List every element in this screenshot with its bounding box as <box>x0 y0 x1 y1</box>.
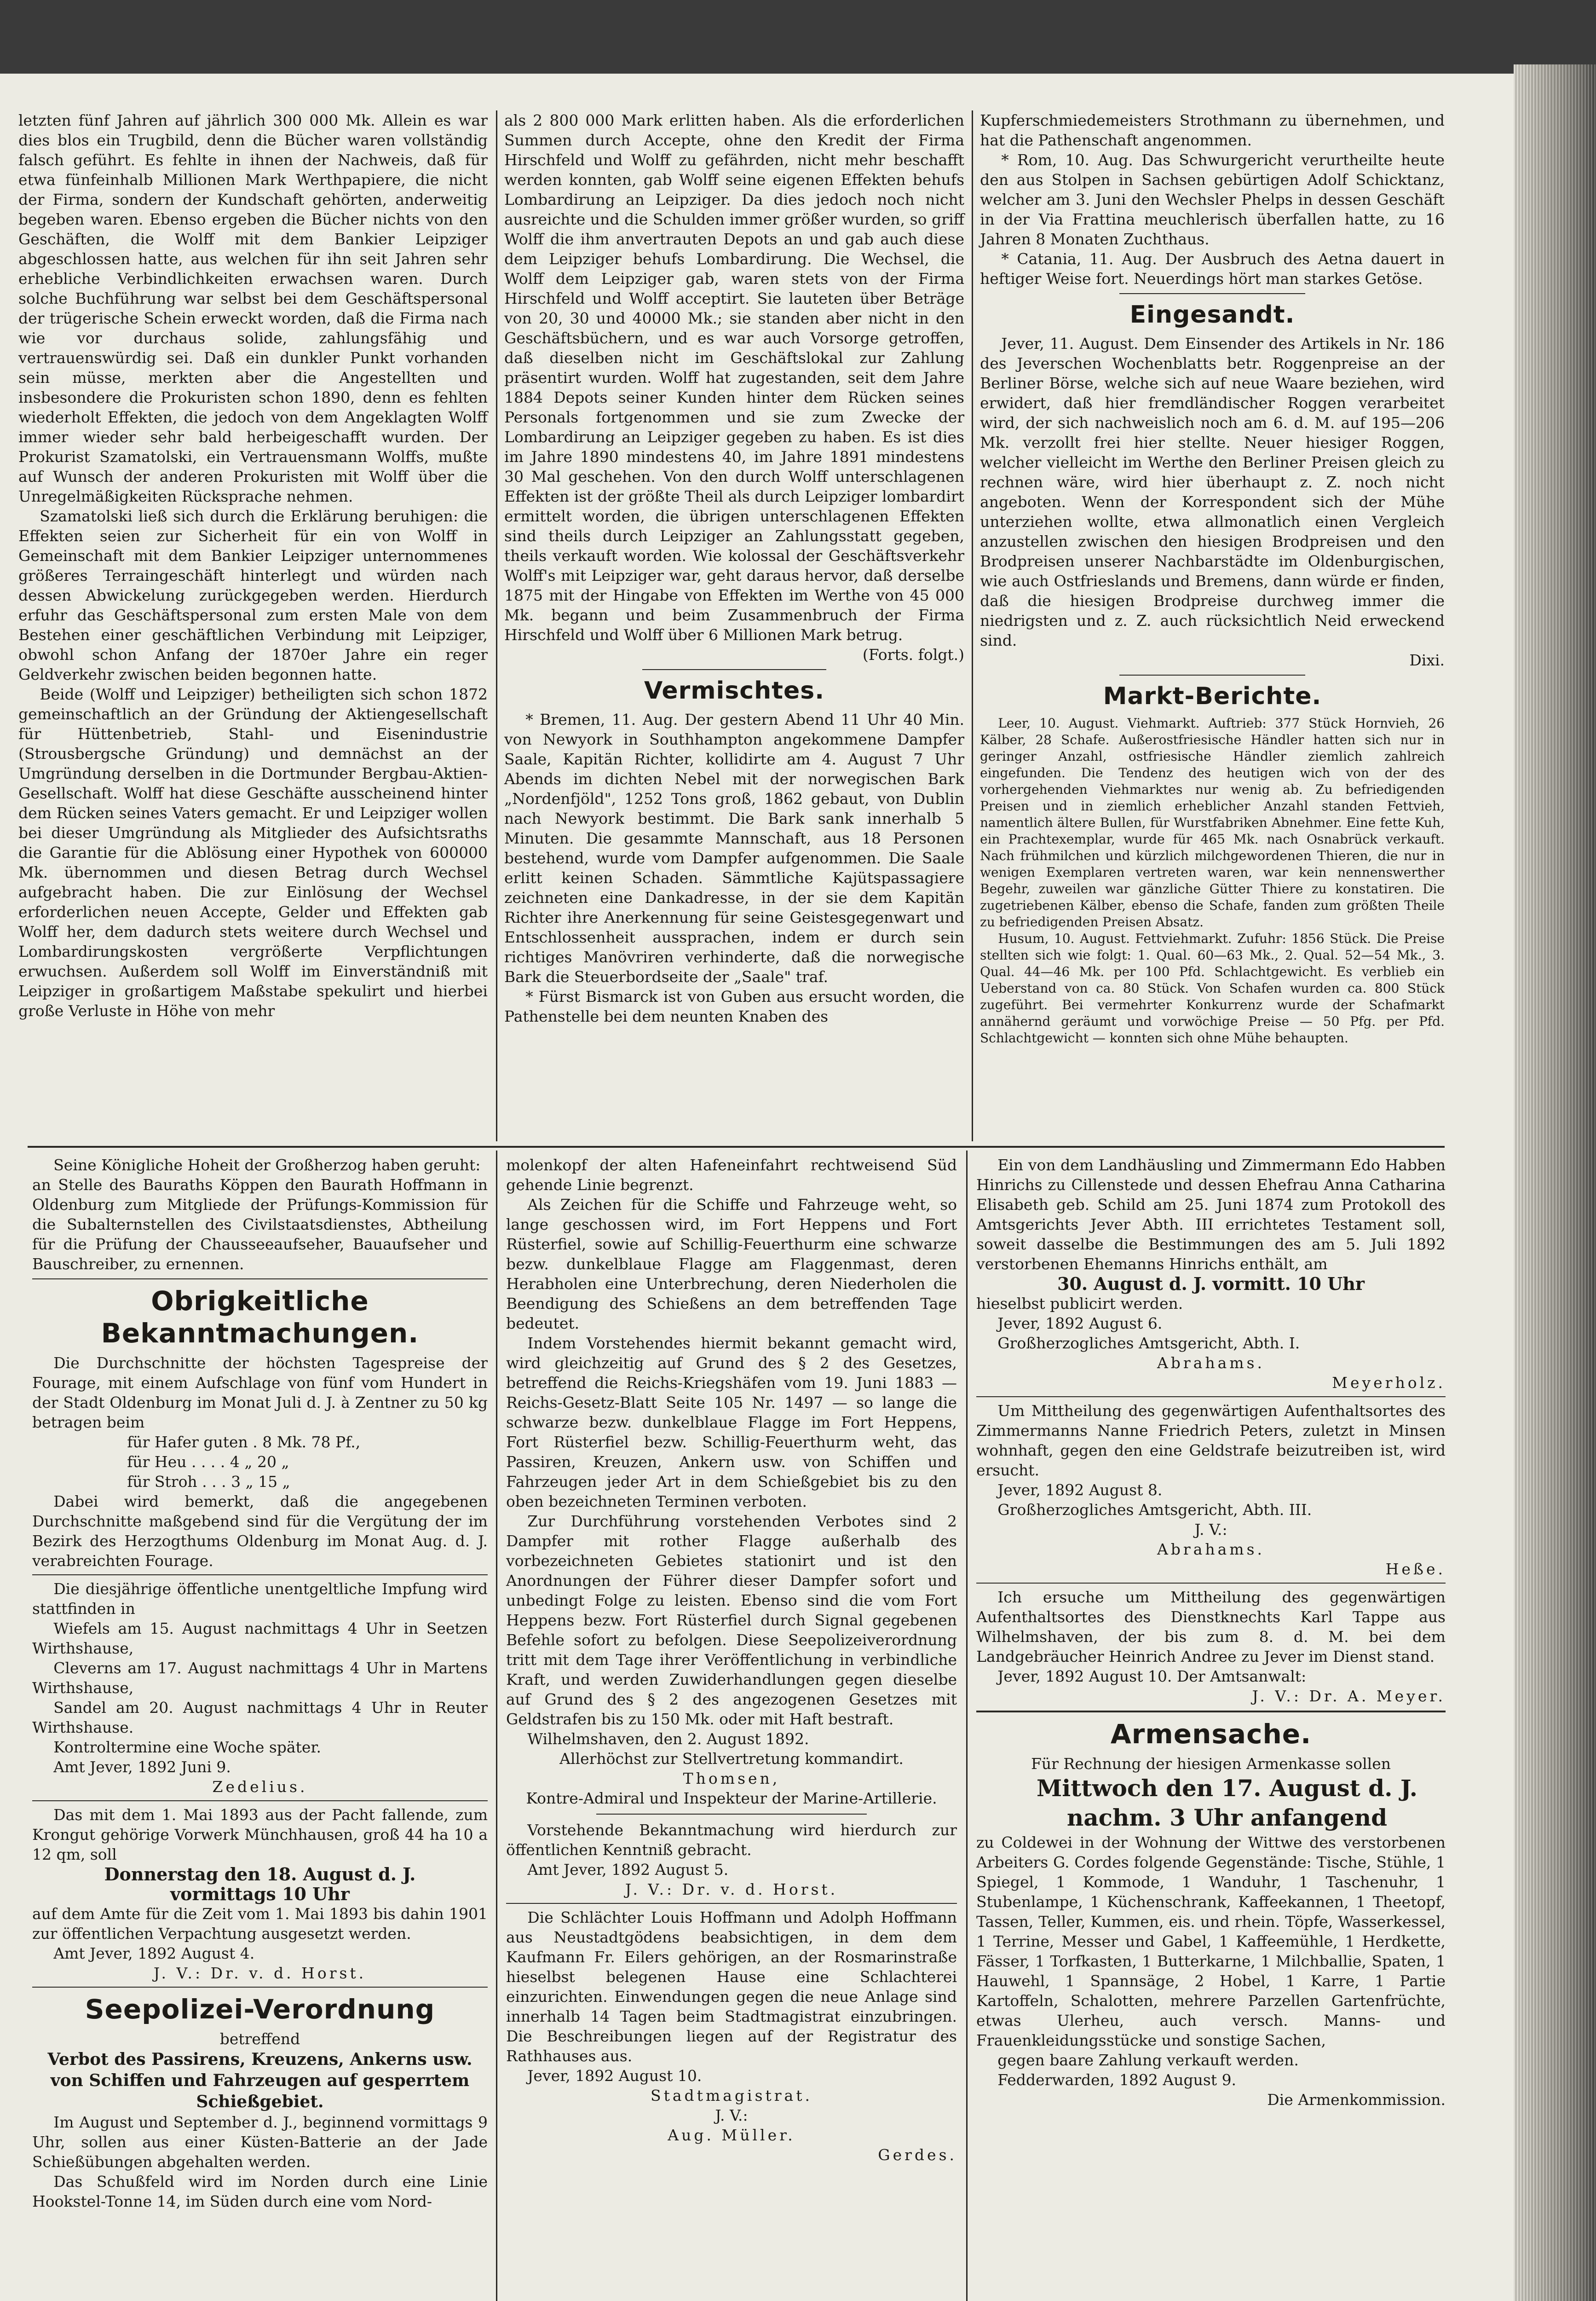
letter-text: Jever, 11. August. Dem Einsender des Artikels in Nr. 186 des Jeverschen Wochenblatts betr. Roggenpreise an der Berliner Börse, welche sich auf neue Waare beziehen, wird erwidert, daß hier fremdländischer Roggen verarbeitet wird, der sich nachweislich noch am 6. d. M. auf 195—206 Mk. verzollt frei hier stellte. Neuer hiesiger Roggen, welcher vielleicht im Werthe den Berliner Preisen gleich zu rechnen wäre, wird hier überhaupt z. Z. noch nicht angeboten. Wenn der Korrespondent sich der Mühe unterziehen wollte, etwa allmonatlich einen Vergleich anzustellen zwischen den hiesigen Brodpreisen und den Brodpreisen unserer Nachbarstädte im Oldenburgischen, wie auch Ostfrieslands und Bremens, dann würde er finden, daß die hiesigen Brodpreise durchweg immer die niedrigsten und z. Z. auch rücksichtlich Neid erweckend sind. <box>980 335 1445 649</box>
notice-text: Um Mittheilung des gegenwärtigen Aufenthaltsortes des Zimmermanns Nanne Friedrich Peters, zuletzt in Minsen wohnhaft, gegen den eine Geldstrafe beizutreiben ist, wird ersucht. <box>976 1402 1446 1479</box>
letter-signature: Dixi. <box>1409 651 1445 669</box>
notice-text: hieselbst publicirt werden. <box>976 1295 1183 1312</box>
signature: Abrahams. <box>1157 1354 1265 1372</box>
notice-text: molenkopf der alten Hafeneinfahrt rechtweisend Süd gehende Linie begrenzt. <box>506 1156 957 1194</box>
announcement-grossherzog: Seine Königliche Hoheit der Großherzog haben geruht: an Stelle des Bauraths Köppen den Baurath Hoffmann in Oldenburg zum Mitgliede der Prüfungs-Kommission für die Subalternstellen des Civilstaatsdienstes, Abtheilung für die Prüfung der Chausseeaufseher, Bauaufseher und Bauschreiber, zu ernennen. <box>32 1156 488 1273</box>
signature: Aug. Müller. <box>668 2126 795 2144</box>
signature: J. V.: Dr. v. d. Horst. <box>153 1964 367 1982</box>
notice-text: Zur Durchführung vorstehenden Verbotes sind 2 Dampfer mit rother Flagge außerhalb des vorbezeichneten Gebietes stationirt und ist den Anordnungen der Führer dieser Dampfer sofort und unbedingt Folge zu leisten. Ebenso sind die vom Fort Heppens bezw. Fort Rüsterfiel durch Signal gegebenen Befehle sofort zu befolgen. Diese Seepolizeiverordnung tritt mit dem Tage ihrer Veröffentlichung in verbindliche Kraft, und werden Zuwiderhandlungen gegen dieselbe auf Grund des § 2 des angezogenen Gesetzes mit Geldstrafen bis zu 150 Mk. oder mit Haft bestraft. <box>506 1512 957 1728</box>
date-bold: Donnerstag den 18. August d. J. <box>104 1864 416 1885</box>
auction-items: zu Coldewei in der Wohnung der Wittwe des verstorbenen Arbeiters G. Cordes folgende Gegenstände: Tische, Stühle, 1 Spiegel, 1 Kommode, 1 Wanduhr, 1 Taschenuhr, 1 Stubenlampe, 1 Küchenschrank, Kaffeekannen, 1 Theetopf, Tassen, Teller, Kummen, eis. und rhein. Töpfe, Wasserkessel, 1 Terrine, Messer und Gabel, 1 Kaffeemühle, 1 Herdkette, Fässer, 1 Torfkasten, 1 Butterkarne, 1 Milchballie, Spaten, 1 Hauwehl, 1 Spannsäge, 2 Hobel, 1 Karre, 1 Partie Kartoffeln, Schalotten, mehrere Parzellen Gartenfrüchte, etwas Ulerheu, auch versch. Manns- und Frauenkleidungsstücke und sonstige Sachen, <box>976 1833 1446 2049</box>
list-item: Cleverns am 17. August nachmittags 4 Uhr in Martens Wirthshause, <box>32 1659 488 1697</box>
auction-date: Mittwoch den 17. August d. J. <box>1036 1775 1418 1802</box>
top-column-2 <box>504 110 964 1026</box>
section-heading-markt: Markt-Berichte. <box>1103 682 1322 710</box>
signature-note: Allerhöchst zur Stellvertretung kommandirt. <box>559 1750 904 1768</box>
date-line: Amt Jever, 1892 August 4. <box>53 1944 255 1962</box>
article-paragraph: Beide (Wolff und Leipziger) betheiligten sich schon 1872 gemeinschaftlich an der Gründung der Aktiengesellschaft für Hüttenbetrieb, Stahl- und Eisenindustrie (Strousbergsche Gründung) und demnächst an der Umgründung derselben in die Dortmunder Bergbau-Aktien-Gesellschaft. Wolff hat diese Geschäfte ausscheinend hinter dem Rücken seines Vaters gemacht. Er und Leipziger wollen bei dieser Umgründung als Mitglieder des Aufsichtsraths die Garantie für die Ablösung einer Hypothek von 600000 Mk. übernommen und diesen Betrag durch Wechsel aufgebracht haben. Die zur Einlösung der Wechsel erforderlichen neuen Accepte, Gelder und Effekten gab Wolff her, dem dadurch stets weitere durch Wechsel und Lombardirungskosten vergrößerte Verpflichtungen erwuchsen. Außerdem soll Wolff im Einverständniß mit Leipziger in großartigem Maßstabe spekulirt und hierbei große Verluste in Höhe von mehr <box>18 685 488 1020</box>
list-item: Wiefels am 15. August nachmittags 4 Uhr in Seetzen Wirthshause, <box>32 1619 488 1657</box>
list-item: Sandel am 20. August nachmittags 4 Uhr in Reuter Wirthshause. <box>32 1699 488 1736</box>
notice-text: Ein von dem Landhäusling und Zimmermann Edo Habben Hinrichs zu Cillenstede und dessen Ehefrau Anna Catharina Elisabeth geb. Schild am 25. Juni 1874 zum Protokoll des Amtsgerichts Jever Abth. III errichtetes Testament soll, soweit dasselbe die Bestimmungen des am 5. Juli 1892 verstorbenen Ehemanns Hinrichs enthält, am <box>976 1156 1446 1273</box>
price-line: für Hafer guten . 8 Mk. 78 Pf., <box>127 1433 361 1451</box>
date-line: Jever, 1892 August 10. <box>527 2067 702 2085</box>
notice-text: Ich ersuche um Mittheilung des gegenwärtigen Aufenthaltsortes des Dienstknechts Karl Tappe aus Wilhelmshaven, der bis zum 8. d. M. bei dem Landgebräucher Heinrich Andree zu Jever im Dienst stand. <box>976 1588 1446 1665</box>
signature: Großherzogliches Amtsgericht, Abth. I. <box>997 1334 1300 1352</box>
rule <box>596 1814 867 1815</box>
section-rule <box>1119 293 1305 294</box>
rule <box>976 1583 1446 1584</box>
price-line: für Stroh . . . 3 „ 15 „ <box>127 1473 290 1491</box>
continued-note: (Forts. folgt.) <box>862 646 964 664</box>
date-line: Jever, 1892 August 6. <box>997 1314 1163 1332</box>
section-heading-eingesandt: Eingesandt. <box>1129 301 1295 329</box>
signature: Stadtmagistrat. <box>651 2087 812 2104</box>
rule <box>32 1278 488 1279</box>
time-bold: vormittags 10 Uhr <box>170 1884 350 1904</box>
signature: Meyerholz. <box>1332 1374 1446 1392</box>
newspaper-page <box>0 74 1532 2301</box>
date-line: Wilhelmshaven, den 2. August 1892. <box>527 1730 809 1748</box>
news-item: Kupferschmiedemeisters Strothmann zu übernehmen, und hat die Pathenschaft angenommen. <box>980 111 1445 149</box>
subtitle-bold: Verbot des Passirens, Kreuzens, Ankerns usw. von Schiffen und Fahrzeugen auf gesperrtem Schießgebiet. <box>47 2050 472 2111</box>
rule <box>506 1903 957 1904</box>
date-line: Amt Jever, 1892 August 5. <box>527 1861 729 1879</box>
section-heading-obrigkeit: Obrigkeitliche Bekanntmachungen. <box>101 1285 419 1349</box>
signature: Thomsen, <box>683 1769 780 1787</box>
notice-text: Die diesjährige öffentliche unentgeltliche Impfung wird stattfinden in <box>32 1580 488 1618</box>
date-line: Amt Jever, 1892 Juni 9. <box>53 1758 231 1776</box>
notice-text: Dabei wird bemerkt, daß die angegebenen Durchschnitte maßgebend sind für die Vergütung der im Bezirk des Herzogthums Oldenburg im Monat Aug. d. J. verabreichten Fourage. <box>32 1492 488 1570</box>
signature: Abrahams. <box>1157 1540 1265 1558</box>
notice-text: Kontroltermine eine Woche später. <box>53 1738 322 1756</box>
signature: Großherzogliches Amtsgericht, Abth. III. <box>997 1501 1312 1519</box>
top-column-1 <box>18 110 488 1021</box>
signature: J. V.: <box>1194 1521 1227 1538</box>
section-divider <box>28 1146 1445 1148</box>
notice-text: Die Durchschnitte der höchsten Tagespreise der Fourage, mit einem Aufschlage von fünf vom Hundert in der Stadt Oldenburg im Monat Juli d. J. à Zentner zu 50 kg betragen beim <box>32 1354 488 1431</box>
notice-text: Das Schußfeld wird im Norden durch eine Linie Hookstel-Tonne 14, im Süden durch eine vom Nord- <box>32 2173 488 2210</box>
top-column-3 <box>980 110 1445 1046</box>
market-report: Husum, 10. August. Fettviehmarkt. Zufuhr: 1856 Stück. Die Preise stellten sich wie folgt: 1. Qual. 60—63 Mk., 2. Qual. 52—54 Mk., 3. Qual. 44—46 Mk. per 100 Pfd. Schlachtgewicht. Es verblieb ein Ueberstand von ca. 80 Stück. Von Schafen wurden ca. 800 Stück zugeführt. Bei vermehrter Konkurrenz wurde der Schafmarkt annähernd geräumt und vorwöchige Preise — 50 Pfg. per Pfd. Schlachtgewicht — konnten sich ohne Mühe behaupten. <box>980 931 1445 1046</box>
rule <box>32 1800 488 1801</box>
column-divider <box>972 110 973 1141</box>
notice-text: auf dem Amte für die Zeit vom 1. Mai 1893 bis dahin 1901 zur öffentlichen Verpachtung ausgesetzt werden. <box>32 1905 488 1943</box>
date-bold: 30. August d. J. vormitt. 10 Uhr <box>1057 1273 1365 1294</box>
signature: Heße. <box>1385 1560 1446 1578</box>
notice-text: Das mit dem 1. Mai 1893 aus der Pacht fallende, zum Krongut gehörige Vorwerk Münchhausen, groß 44 ha 10 a 12 qm, soll <box>32 1806 488 1863</box>
date-line: Jever, 1892 August 10. Der Amtsanwalt: <box>997 1667 1307 1685</box>
rule <box>32 1574 488 1575</box>
subtitle: betreffend <box>219 2030 300 2048</box>
signature: J. V.: Dr. A. Meyer. <box>1252 1687 1446 1705</box>
signature: J. V.: <box>715 2106 748 2124</box>
column-divider <box>966 1150 968 2301</box>
signature: Zedelius. <box>212 1778 308 1796</box>
column-divider <box>496 110 497 1141</box>
rule <box>976 1396 1446 1397</box>
notice-text: Vorstehende Bekanntmachung wird hierdurch zur öffentlichen Kenntniß gebracht. <box>506 1821 957 1859</box>
market-report: Leer, 10. August. Viehmarkt. Auftrieb: 377 Stück Hornvieh, 26 Kälber, 28 Schafe. Außerostfriesische Händler hatten sich nur in geringer Anzahl, ostfriesische Händler ziemlich zahlreich eingefunden. Die Tendenz des heutigen wich von der des vorhergehenden Viehmarktes nur wenig ab. Zu befriedigenden Preisen und in ziemlich erheblicher Anzahl standen Fettvieh, namentlich ältere Bullen, für Wurstfabriken Abnehmer. Eine fette Kuh, ein Prachtexemplar, wurde für 465 Mk. nach Osnabrück verkauft. Nach frühmilchen und kürzlich milchgewordenen Thieren, die nur in wenigen Exemplaren vertreten waren, war kein nennenswerther Begehr, zuweilen war gänzliche Gütter Thiere zu konstatiren. Die zugetriebenen Kälber, ebenso die Schafe, fanden zum größten Theile zu befriedigenden Preisen Absatz. <box>980 716 1445 930</box>
auction-time: nachm. 3 Uhr anfangend <box>1066 1804 1388 1831</box>
notice-text: Für Rechnung der hiesigen Armenkasse sollen <box>1031 1755 1391 1773</box>
signature: Gerdes. <box>878 2146 957 2164</box>
notice-text: Im August und September d. J., beginnend vormittags 9 Uhr, sollen aus einer Küsten-Batterie an der Jade Schießübungen abgehalten werden. <box>32 2113 488 2171</box>
section-heading-seepolizei: Seepolizei-Verordnung <box>85 1994 435 2025</box>
section-rule <box>642 669 826 670</box>
signature-title: Kontre-Admiral und Inspekteur der Marine-Artillerie. <box>526 1789 937 1807</box>
article-paragraph: als 2 800 000 Mark erlitten haben. Als die erforderlichen Summen durch Accepte, ohne den Kredit der Firma Hirschfeld und Wolff zu gefährden, nicht mehr beschafft werden konnten, gab Wolff seine eigenen Effekten behufs Lombardirung an Leipziger. Da dies jedoch noch nicht ausreichte und die Schulden immer größer wurden, so griff Wolff die ihm anvertrauten Depots an und gab auch diese dem Leipziger behufs Lombardirung. Die Wechsel, die Wolff dem Leipziger gab, waren stets von der Firma Hirschfeld und Wolff acceptirt. Sie lauteten über Beträge von 20, 30 und 40000 Mk.; sie standen aber nicht in den Geschäftsbüchern, und es war auch Vorsorge getroffen, daß dieselben nicht im Geschäftslokal zur Zahlung präsentirt wurden. Wolff hat zugestanden, seit dem Jahre 1884 Depots seiner Kunden hinter dem Rücken seines Personals fortgenommen und sie zum Zwecke der Lombardirung an Leipziger gegeben zu haben. Es ist dies im Jahre 1890 mindestens 40, im Jahre 1891 mindestens 30 Mal geschehen. Von den durch Wolff unterschlagenen Effekten ist der größte Theil als durch Leipziger lombardirt ermittelt worden, die übrigen unterschlagenen Effekten sind theils durch Leipziger an Zahlungsstatt gegeben, theils verkauft worden. Wie kolossal der Geschäftsverkehr Wolff's mit Leipziger war, geht daraus hervor, daß derselbe 1875 mit der Hingabe von Effekten im Werthe von 45 000 Mk. begann und beim Zusammenbruch der Firma Hirschfeld und Wolff über 6 Millionen Mark betrug. <box>504 111 964 644</box>
book-page-edge <box>1514 64 1596 2301</box>
price-line: für Heu . . . . 4 „ 20 „ <box>127 1453 289 1471</box>
notice-text: Indem Vorstehendes hiermit bekannt gemacht wird, wird gleichzeitig auf Grund des § 2 des Gesetzes, betreffend die Reichs-Kriegshäfen vom 19. Juni 1883 — Reichs-Gesetz-Blatt Seite 105 Nr. 1497 — so lange die schwarze bezw. dunkelblaue Flagge im Fort Heppens, Fort Rüsterfiel bezw. Schillig-Feuerthurm weht, das Passiren, Kreuzen, Ankern usw. von Schiffen und Fahrzeugen jeder Art in dem Schießgebiet bis zu den oben bezeichneten Terminen verboten. <box>506 1334 957 1510</box>
rule <box>976 1711 1446 1712</box>
bottom-column-1 <box>32 1155 488 2211</box>
notice-text: Die Schlächter Louis Hoffmann und Adolph Hoffmann aus Neustadtgödens beabsichtigen, in dem dem Kaufmann Fr. Eilers gehörigen, an der Rosmarinstraße hieselbst belegenen Hause eine Schlachterei einzurichten. Einwendungen gegen die neue Anlage sind innerhalb 14 Tagen beim Stadtmagistrat einzubringen. Die Beschreibungen liegen auf der Registratur des Rathhauses aus. <box>506 1908 957 2065</box>
bottom-column-3 <box>976 1155 1446 2110</box>
signature: Die Armenkommission. <box>1267 2091 1446 2109</box>
article-paragraph: letzten fünf Jahren auf jährlich 300 000 Mk. Allein es war dies blos ein Trugbild, denn die Bücher waren vollständig falsch geführt. Es fehlte in ihnen der Nachweis, daß für etwa fünfeinhalb Millionen Mark Werthpapiere, die nicht der Firma, sondern der Kundschaft gehörten, anderweitig begeben waren. Ebenso ergeben die Bücher nichts von den Geschäften, die Wolff mit dem Bankier Leipziger abgeschlossen hatte, aus welchen für ihn seit Jahren sehr erhebliche Verbindlichkeiten erwachsen waren. Durch solche Buchführung war selbst bei dem Geschäftspersonal der trügerische Schein erweckt worden, daß die Firma nach wie vor durchaus solide, zahlungsfähig und vertrauenswürdig sei. Daß ein dunkler Punkt vorhanden sein müsse, merkten aber die Angestellten und insbesondere die Prokuristen schon 1890, denn es fehlten wiederholt Effekten, die jedoch von dem Angeklagten Wolff immer wieder sehr bald herbeigeschafft wurden. Der Prokurist Szamatolski, ein Vertrauensmann Wolffs, mußte auf Wunsch der anderen Prokuristen mit Wolff über die Unregelmäßigkeiten Rücksprache nehmen. <box>18 111 488 505</box>
article-paragraph: Szamatolski ließ sich durch die Erklärung beruhigen: die Effekten seien zur Sicherheit für ein von Wolff in Gemeinschaft mit dem Bankier Leipziger unternommenes größeres Terraingeschäft hinterlegt und würden nach dessen Abwickelung zurückgegeben werden. Hierdurch erfuhr das Geschäftspersonal zum ersten Male von dem Bestehen einer geschäftlichen Verbindung mit Leipziger, obwohl schon Anfang der 1870er Jahre ein reger Geldverkehr zwischen beiden begonnen hatte. <box>18 507 488 683</box>
date-line: Fedderwarden, 1892 August 9. <box>997 2071 1237 2089</box>
signature: J. V.: Dr. v. d. Horst. <box>625 1880 838 1898</box>
news-item: * Catania, 11. Aug. Der Ausbruch des Aetna dauert in heftiger Weise fort. Neuerdings hört man starkes Getöse. <box>980 250 1445 288</box>
section-heading-armensache: Armensache. <box>1110 1718 1312 1750</box>
section-rule <box>1119 675 1305 676</box>
column-divider <box>496 1150 497 2301</box>
section-heading-vermischtes: Vermischtes. <box>644 677 824 705</box>
news-item: * Bremen, 11. Aug. Der gestern Abend 11 Uhr 40 Min. von Newyork in Southhampton angekommene Dampfer Saale, Kapitän Richter, kollidirte am 4. August 7 Uhr Abends im dichten Nebel mit der norwegischen Bark „Nordenfjöld", 1252 Tons groß, 1862 gebaut, von Dublin nach Newyork bestimmt. Die Bark sank innerhalb 5 Minuten. Die gesammte Mannschaft, aus 18 Personen bestehend, wurde vom Dampfer aufgenommen. Die Saale erlitt keinen Schaden. Sämmtliche Kajütspassagiere zeichneten eine Dankadresse, in der sie dem Kapitän Richter ihre Anerkennung für seine Geistesgegenwart und Entschlossenheit aussprachen, indem er durch sein richtiges Manövriren verhinderte, daß die norwegische Bark die Steuerbordseite der „Saale" traf. <box>504 711 964 986</box>
notice-text: Als Zeichen für die Schiffe und Fahrzeuge weht, so lange geschossen wird, im Fort Heppens und Fort Rüsterfiel, sowie auf Schillig-Feuerthurm eine schwarze bezw. dunkelblaue Flagge am Flaggenmast, deren Herabholen eine Unterbrechung, deren Niederholen die Beendigung des Schießens an dem betreffenden Tage bedeutet. <box>506 1196 957 1332</box>
notice-text: gegen baare Zahlung verkauft werden. <box>997 2051 1299 2069</box>
news-item: * Rom, 10. Aug. Das Schwurgericht verurtheilte heute den aus Stolpen in Sachsen gebürtigen Adolf Schicktanz, welcher am 3. Juni den Wechsler Phelps in dessen Geschäft in der Via Frattina meuchlerisch überfallen hatte, zu 16 Jahren 8 Monaten Zuchthaus. <box>980 151 1445 248</box>
date-line: Jever, 1892 August 8. <box>997 1481 1163 1499</box>
bottom-column-2 <box>506 1155 957 2165</box>
news-item: * Fürst Bismarck ist von Guben aus ersucht worden, die Pathenstelle bei dem neunten Knaben des <box>504 988 964 1025</box>
rule <box>32 1987 488 1988</box>
